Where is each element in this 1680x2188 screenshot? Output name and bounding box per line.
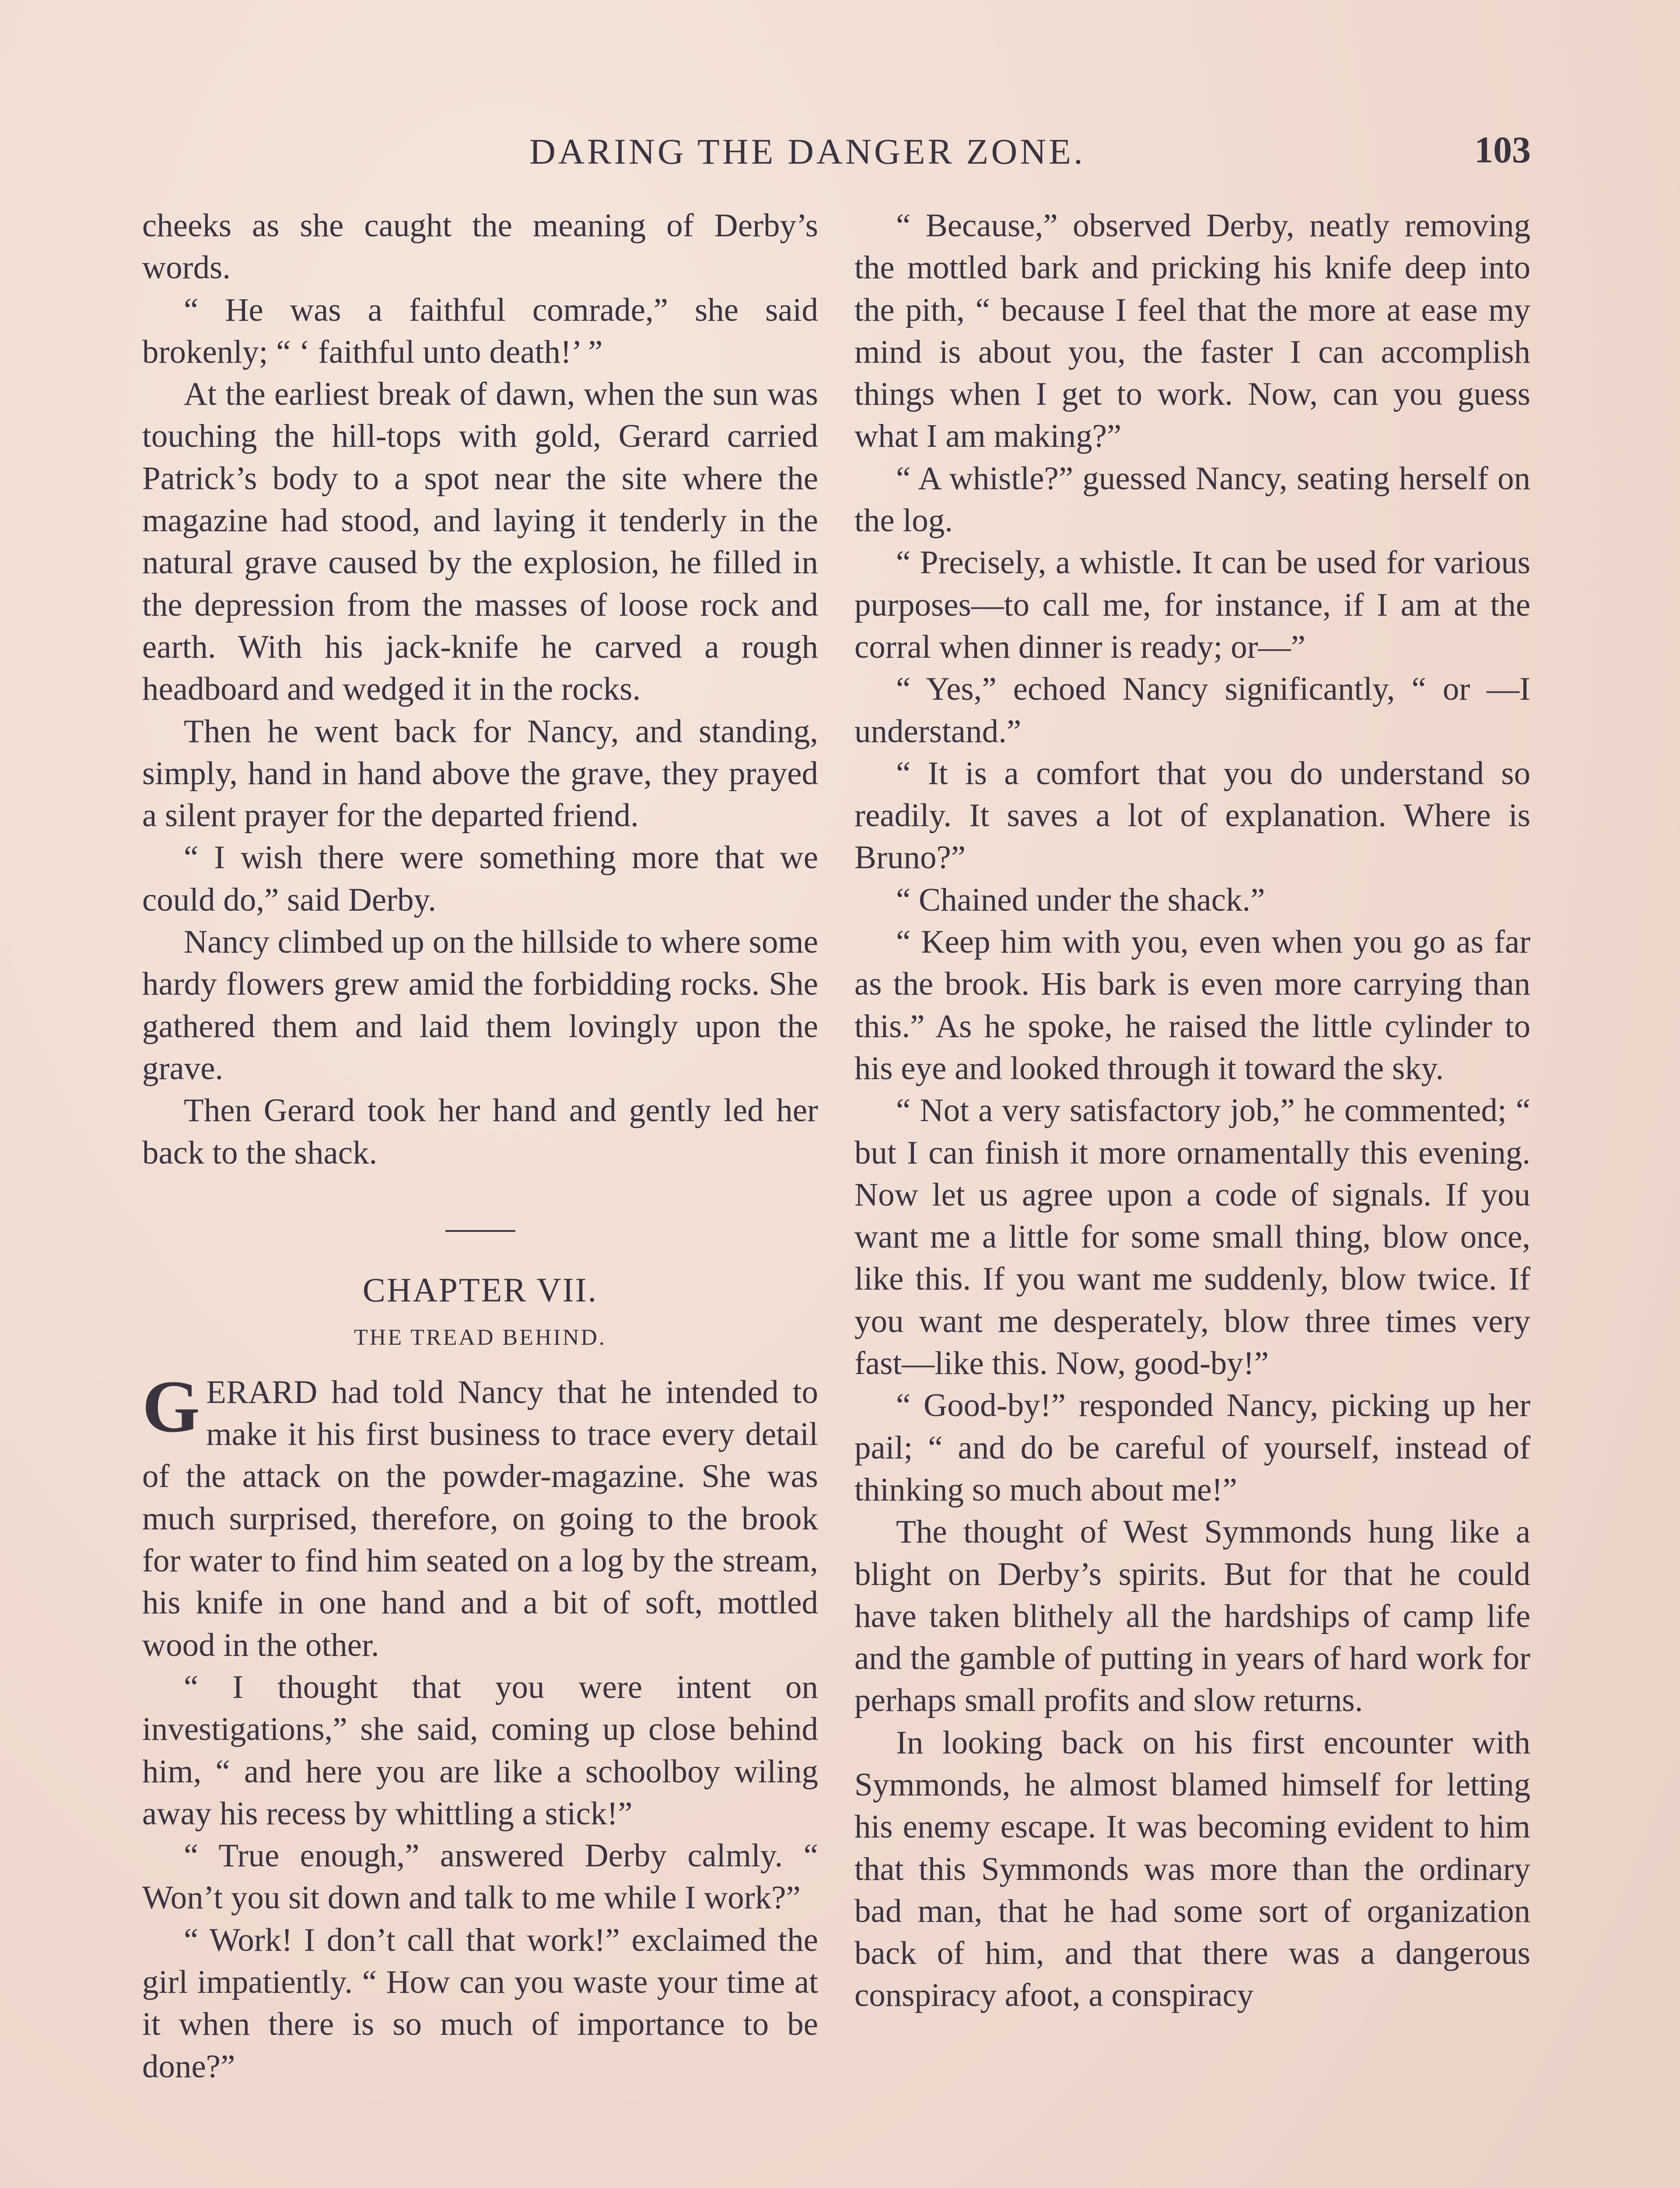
paragraph: “ Chained under the shack.”: [896, 881, 1265, 918]
paragraph: “ Keep him with you, even when you go as far as the brook. His bark is even more carrying than this.” As he spoke, he raised the little cylinder to his eye and looked through it toward the sky.: [854, 924, 1530, 1087]
paragraph: Then he went back for Nancy, and standing, simply, hand in hand above the grave, they prayed a silent prayer for the departed friend.: [142, 713, 818, 834]
paragraph: “ Good-by!” responded Nancy, picking up her pail; “ and do be careful of yourself, instead of thinking so much about me!”: [854, 1387, 1530, 1508]
running-title: DARING THE DANGER ZONE.: [529, 131, 1085, 172]
right-column: [854, 205, 1530, 2017]
left-column: [142, 205, 818, 2088]
paragraph: “ True enough,” answered Derby calmly. “ Won’t you sit down and talk to me while I work?”: [142, 1837, 818, 1916]
paragraph: cheeks as she caught the meaning of Derby’s words.: [142, 207, 818, 286]
page-header: [0, 130, 1680, 183]
paragraph: “ Not a very satisfactory job,” he commented; “ but I can finish it more ornamentally this evening. Now let us agree upon a code of signals. If you want me a little for some small thing, blow once, like this. If you want me suddenly, blow twice. If you want me desperately, blow three times very fast—like this. Now, good-by!”: [854, 1092, 1530, 1382]
drop-cap: G: [142, 1365, 200, 1448]
paragraph: “ He was a faithful comrade,” she said brokenly; “ ‘ faithful unto death!’ ”: [142, 291, 818, 370]
paragraph: “ I wish there were something more that we could do,” said Derby.: [142, 839, 818, 918]
paragraph: “ Yes,” echoed Nancy significantly, “ or —I understand.”: [854, 671, 1530, 750]
paragraph: Then Gerard took her hand and gently led her back to the shack.: [142, 1092, 818, 1171]
section-divider: [445, 1230, 515, 1232]
chapter-title: CHAPTER VII.: [362, 1270, 598, 1309]
paragraph: “ Precisely, a whistle. It can be used for various purposes—to call me, for instance, if I am at the corral when dinner is ready; or—”: [854, 544, 1530, 665]
paragraph: “ I thought that you were intent on investigations,” she said, coming up close behind him, “ and here you are like a schoolboy wiling away his recess by whittling a stick!”: [142, 1669, 818, 1832]
chapter-opening-paragraph: [142, 1365, 818, 1666]
page-number: 103: [1474, 129, 1531, 171]
opening-text: ERARD had told Nancy that he intended to make it his first business to trace every detail of the attack on the powder-magazine. She was much surprised, therefore, on going to the brook for water to find him seated on a log by the stream, his knife in one hand and a bit of soft, mottled wood in the other.: [142, 1374, 818, 1663]
paragraph: In looking back on his first encounter with Symmonds, he almost blamed himself for letting his enemy escape. It was becoming evident to him that this Symmonds was more than the ordinary bad man, that he had some sort of organization back of him, and that there was a dangerous conspiracy afoot, a conspiracy: [854, 1724, 1530, 2014]
paragraph: “ It is a comfort that you do understand so readily. It saves a lot of explanation. Where is Bruno?”: [854, 755, 1530, 876]
chapter-subtitle: THE TREAD BEHIND.: [354, 1325, 606, 1350]
paragraph: “ Work! I don’t call that work!” exclaimed the girl impatiently. “ How can you waste your time at it when there is so much of importance to be done?”: [142, 1922, 818, 2085]
paragraph: “ A whistle?” guessed Nancy, seating herself on the log.: [854, 460, 1530, 539]
paragraph: “ Because,” observed Derby, neatly removing the mottled bark and pricking his knife deep into the pith, “ because I feel that the more at ease my mind is about you, the faster I can accomplish things when I get to work. Now, can you guess what I am making?”: [854, 207, 1530, 455]
paragraph: The thought of West Symmonds hung like a blight on Derby’s spirits. But for that he could have taken blithely all the hardships of camp life and the gamble of putting in years of hard work for perhaps small profits and slow returns.: [854, 1514, 1530, 1719]
paragraph: At the earliest break of dawn, when the sun was touching the hill-tops with gold, Gerard carried Patrick’s body to a spot near the site where the magazine had stood, and laying it tenderly in the natural grave caused by the explosion, he filled in the depression from the masses of loose rock and earth. With his jack-knife he carved a rough headboard and wedged it in the rocks.: [142, 376, 818, 708]
paragraph: Nancy climbed up on the hillside to where some hardy flowers grew amid the forbidding rocks. She gathered them and laid them lovingly upon the grave.: [142, 924, 818, 1087]
